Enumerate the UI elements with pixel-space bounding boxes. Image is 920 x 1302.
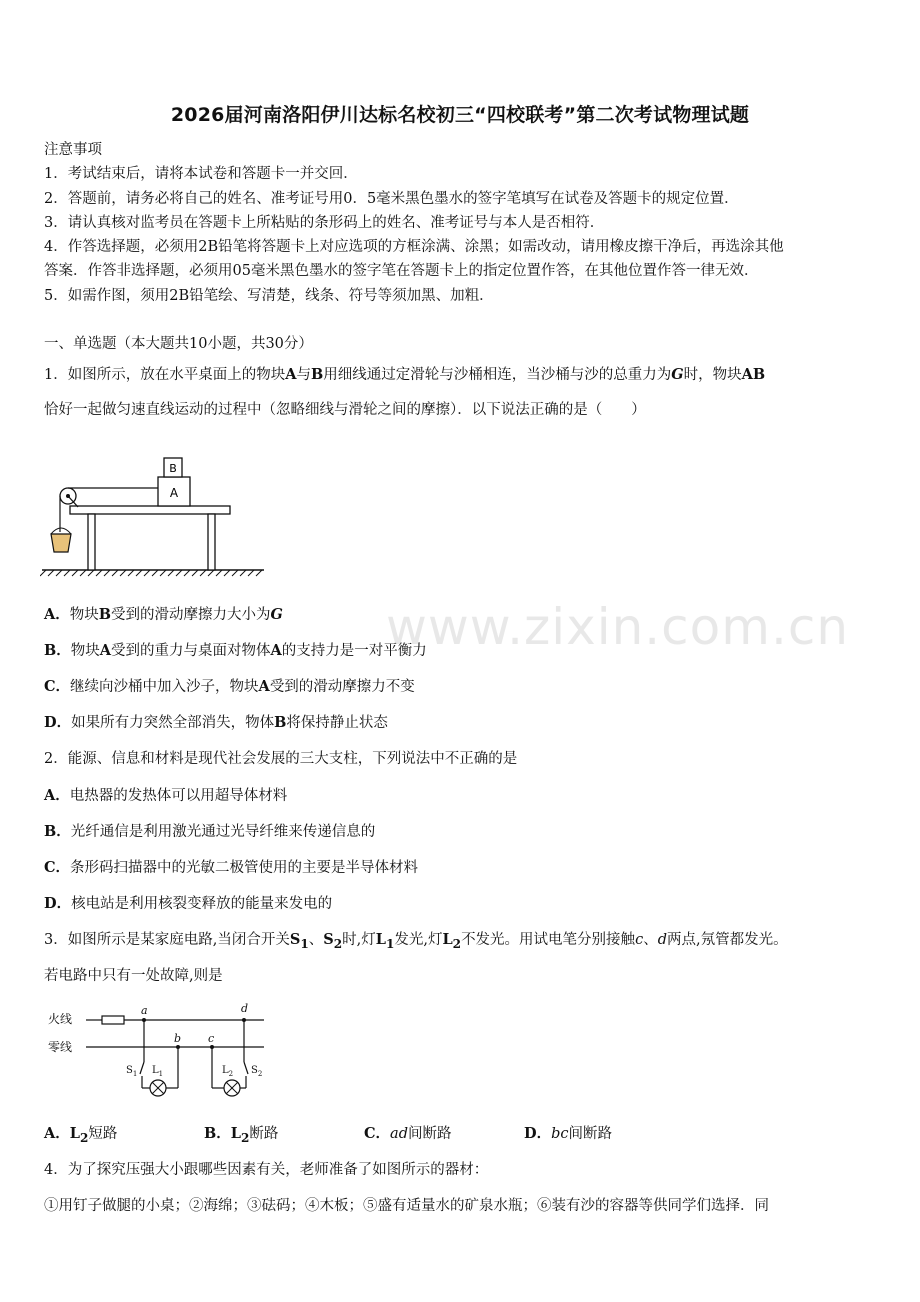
note-item: 答案．作答非选择题，必须用05毫米黑色墨水的签字笔在答题卡上的指定位置作答，在其他位置作答一律无效． (44, 263, 759, 279)
text: 的支持力是一对平衡力 (281, 643, 427, 659)
neutral-wire-label: 零线 (48, 1040, 73, 1054)
option-label: B． (44, 823, 71, 840)
text: 条形码扫描器中的光敏二极管使用的主要是半导体材料 (70, 860, 419, 876)
text: S (126, 1065, 133, 1076)
q4-stem: 4．为了探究压强大小跟哪些因素有关，老师准备了如图所示的器材： (44, 1162, 489, 1178)
q3-circuit-figure (44, 1000, 274, 1105)
text: 如果所有力突然全部消失，物体 (71, 715, 275, 731)
point-a-label: a (141, 1004, 148, 1017)
subscript: 1 (132, 1070, 138, 1078)
q3-stem-line1 (44, 928, 788, 951)
option-label: C． (364, 1125, 391, 1142)
subscript: 1 (158, 1070, 164, 1078)
subscript: 2 (228, 1070, 234, 1078)
var-L: L (69, 1125, 80, 1142)
text: 短路 (88, 1126, 118, 1142)
var-B: B (98, 606, 112, 623)
text: 受到的滑动摩擦力大小为 (111, 607, 271, 623)
q1-pulley-figure (40, 452, 270, 580)
q1-stem-line2: 恰好一起做匀速直线运动的过程中（忽略细线与滑轮之间的摩擦）．以下说法正确的是（ ） (44, 402, 646, 418)
var-L: L (230, 1125, 241, 1142)
text: 间断路 (568, 1126, 612, 1142)
page-title: 2026届河南洛阳伊川达标名校初三“四校联考”第二次考试物理试题 (170, 104, 750, 126)
text: 光纤通信是利用激光通过光导纤维来传递信息的 (70, 824, 376, 840)
q3-option-c (364, 1122, 451, 1143)
text: 受到的重力与桌面对物体 (111, 643, 271, 659)
text: 断路 (249, 1126, 279, 1142)
var-A: A (270, 642, 282, 659)
note-item: 3．请认真核对监考员在答题卡上所粘贴的条形码上的姓名、准考证号与本人是否相符． (44, 215, 605, 231)
var-B: B (311, 366, 324, 383)
option-label: C． (44, 678, 71, 695)
option-label: D． (524, 1125, 552, 1142)
block-A-label: A (169, 486, 179, 500)
point-d-label: d (241, 1002, 249, 1015)
var-AB: AB (741, 366, 766, 383)
text: 核电站是利用核裂变释放的能量来发电的 (71, 896, 333, 912)
note-item: 5．如需作图，须用2B铅笔绘、写清楚，线条、符号等须加黑、加粗． (44, 288, 494, 304)
option-label: A． (44, 606, 70, 623)
var-c: c (635, 932, 644, 948)
subscript: 2 (452, 936, 462, 951)
var-L: L (375, 931, 386, 948)
q1-option-c (44, 675, 415, 696)
subscript: 2 (333, 936, 343, 951)
var-G: G (270, 606, 283, 623)
q3-option-b (204, 1122, 278, 1145)
lamp-l1-label (152, 1065, 163, 1078)
q3-option-a (44, 1122, 117, 1145)
notes-heading: 注意事项 (44, 142, 102, 158)
option-label: B． (44, 642, 71, 659)
note-item: 2．答题前，请务必将自己的姓名、准考证号用0．5毫米黑色墨水的签字笔填写在试卷及答题卡的规定位置． (44, 191, 739, 207)
text: 时,灯 (342, 932, 376, 948)
var-B: B (274, 714, 287, 731)
text: 、 (643, 932, 658, 948)
q2-option-c (44, 856, 418, 877)
q1-option-d (44, 711, 388, 732)
var-d: d (657, 932, 667, 948)
point-c-label: c (208, 1032, 215, 1045)
live-wire-label: 火线 (48, 1012, 73, 1026)
text: 1．如图所示，放在水平桌面上的物块 (44, 367, 286, 383)
var-S: S (323, 931, 334, 948)
text: L (152, 1065, 159, 1076)
option-label: D． (44, 895, 72, 912)
q2-option-d (44, 892, 332, 913)
text: 继续向沙桶中加入沙子，物块 (70, 679, 259, 695)
text: 电热器的发热体可以用超导体材料 (69, 788, 288, 804)
option-label: A． (44, 787, 70, 804)
var-L: L (442, 931, 453, 948)
var-G: G (671, 366, 684, 383)
text: 发光,灯 (394, 932, 443, 948)
text: 时，物块 (683, 367, 742, 383)
var-A: A (285, 366, 297, 383)
var-S: S (289, 931, 301, 948)
option-label: B． (204, 1125, 231, 1142)
var-ad: ad (390, 1126, 408, 1142)
q2-stem: 2．能源、信息和材料是现代社会发展的三大支柱，下列说法中不正确的是 (44, 751, 518, 767)
text: L (222, 1065, 229, 1076)
q1-option-b (44, 639, 427, 660)
text: 将保持静止状态 (286, 715, 388, 731)
option-label: D． (44, 714, 72, 731)
lamp-l2-label (222, 1065, 233, 1078)
text: 间断路 (407, 1126, 452, 1142)
switch-s2-label (251, 1065, 262, 1078)
switch-s1-label (126, 1065, 137, 1078)
q4-stem-line2: ①用钉子做腿的小桌；②海绵；③砝码；④木板；⑤盛有适量水的矿泉水瓶；⑥装有沙的容器等供同学们选择．同 (44, 1198, 769, 1214)
q2-option-b (44, 820, 375, 841)
q2-option-a (44, 784, 287, 805)
section-heading: 一、单选题（本大题共10小题，共30分） (44, 336, 313, 352)
q3-option-d (524, 1122, 612, 1143)
var-A: A (99, 642, 112, 659)
var-A: A (258, 678, 270, 695)
option-label: A． (44, 1125, 70, 1142)
text: 与 (296, 367, 311, 383)
text: 受到的滑动摩擦力不变 (269, 679, 415, 695)
subscript: 2 (257, 1070, 263, 1078)
text: S (251, 1065, 258, 1076)
text: 物块 (69, 607, 99, 623)
q1-option-a (44, 603, 283, 624)
subscript: 2 (79, 1130, 89, 1145)
text: 两点,氖管都发光。 (666, 932, 788, 948)
text: 不发光。用试电笔分别接触 (461, 932, 636, 948)
note-item: 4．作答选择题，必须用2B铅笔将答题卡上对应选项的方框涂满、涂黑；如需改动，请用橡皮擦干净后，再选涂其他 (44, 239, 784, 255)
text: 物块 (70, 643, 100, 659)
subscript: 2 (240, 1130, 250, 1145)
subscript: 1 (300, 936, 309, 951)
text: 、 (308, 932, 324, 948)
option-label: C． (44, 859, 71, 876)
subscript: 1 (385, 936, 395, 951)
block-B-label: B (169, 462, 177, 475)
point-b-label: b (174, 1032, 182, 1045)
text: 用细线通过定滑轮与沙桶相连，当沙桶与沙的总重力为 (323, 367, 672, 383)
q3-stem-line2: 若电路中只有一处故障,则是 (44, 968, 223, 984)
note-item: 1．考试结束后，请将本试卷和答题卡一并交回． (44, 166, 358, 182)
q1-stem-line1 (44, 363, 765, 384)
watermark: www.zixin.com.cn (386, 598, 850, 656)
var-bc: bc (551, 1126, 569, 1142)
text: 3．如图所示是某家庭电路,当闭合开关 (44, 932, 290, 948)
